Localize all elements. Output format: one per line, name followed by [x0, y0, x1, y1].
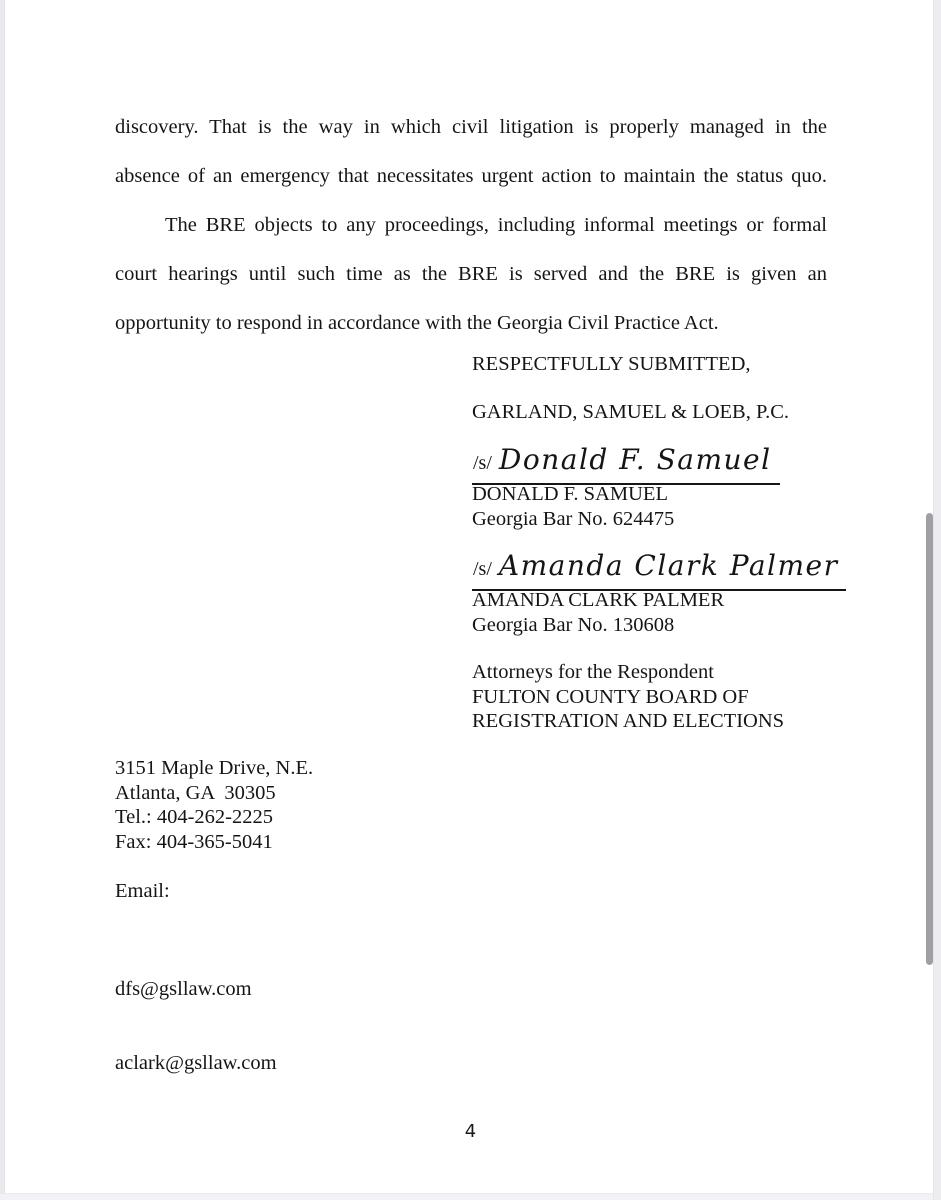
body-line: discovery. That is the way in which civil litigation is properly managed in the — [115, 116, 827, 138]
body-paragraphs — [115, 103, 827, 348]
client-name-line: FULTON COUNTY BOARD OF — [472, 685, 749, 708]
signature-script-amanda: Amanda Clark Palmer — [498, 549, 839, 582]
body-line: The BRE objects to any proceedings, including informal meetings or formal — [165, 214, 827, 236]
signature-line-amanda — [472, 547, 852, 584]
signer-bar-number: Georgia Bar No. 624475 — [472, 507, 675, 530]
body-line: opportunity to respond in accordance with the Georgia Civil Practice Act. — [115, 312, 719, 334]
signature-line-donald — [472, 441, 852, 478]
contact-block — [115, 756, 314, 1074]
address-line: 3151 Maple Drive, N.E. — [115, 757, 314, 779]
signer-name: DONALD F. SAMUEL — [472, 483, 668, 505]
email-address: dfs@gsllaw.com — [115, 978, 252, 1000]
email-addresses — [115, 928, 313, 1074]
signature-script-donald: Donald F. Samuel — [498, 443, 772, 476]
s-slash-prefix: /s/ — [473, 452, 492, 474]
page-number: 4 — [464, 1121, 477, 1142]
signature-underline — [472, 547, 846, 591]
address-line: Atlanta, GA 30305 — [115, 781, 276, 804]
s-slash-prefix: /s/ — [473, 558, 492, 580]
law-firm-name: GARLAND, SAMUEL & LOEB, P.C. — [472, 401, 790, 423]
email-address: aclark@gsllaw.com — [115, 1051, 277, 1074]
telephone-line: Tel.: 404-262-2225 — [115, 806, 273, 828]
viewer-left-edge — [0, 0, 5, 1200]
signer-bar-number: Georgia Bar No. 130608 — [472, 613, 675, 636]
respectfully-submitted-line: RESPECTFULLY SUBMITTED, — [472, 353, 751, 375]
viewer-bottom-edge — [0, 1193, 941, 1200]
signature-block — [472, 352, 852, 734]
scrollbar-thumb[interactable] — [926, 513, 933, 965]
body-line: absence of an emergency that necessitates urgent action to maintain the status quo. — [115, 165, 827, 187]
signature-underline — [472, 441, 780, 485]
client-name-line: REGISTRATION AND ELECTIONS — [472, 710, 785, 732]
body-line: court hearings until such time as the BRE is served and the BRE is given an — [115, 263, 827, 285]
attorneys-for-line: Attorneys for the Respondent — [472, 661, 714, 683]
scrollbar-track[interactable] — [933, 0, 941, 1200]
email-label: Email: — [115, 879, 170, 902]
attorneys-for-block — [472, 660, 852, 734]
fax-line: Fax: 404-365-5041 — [115, 830, 273, 853]
signer-name: AMANDA CLARK PALMER — [472, 589, 725, 611]
